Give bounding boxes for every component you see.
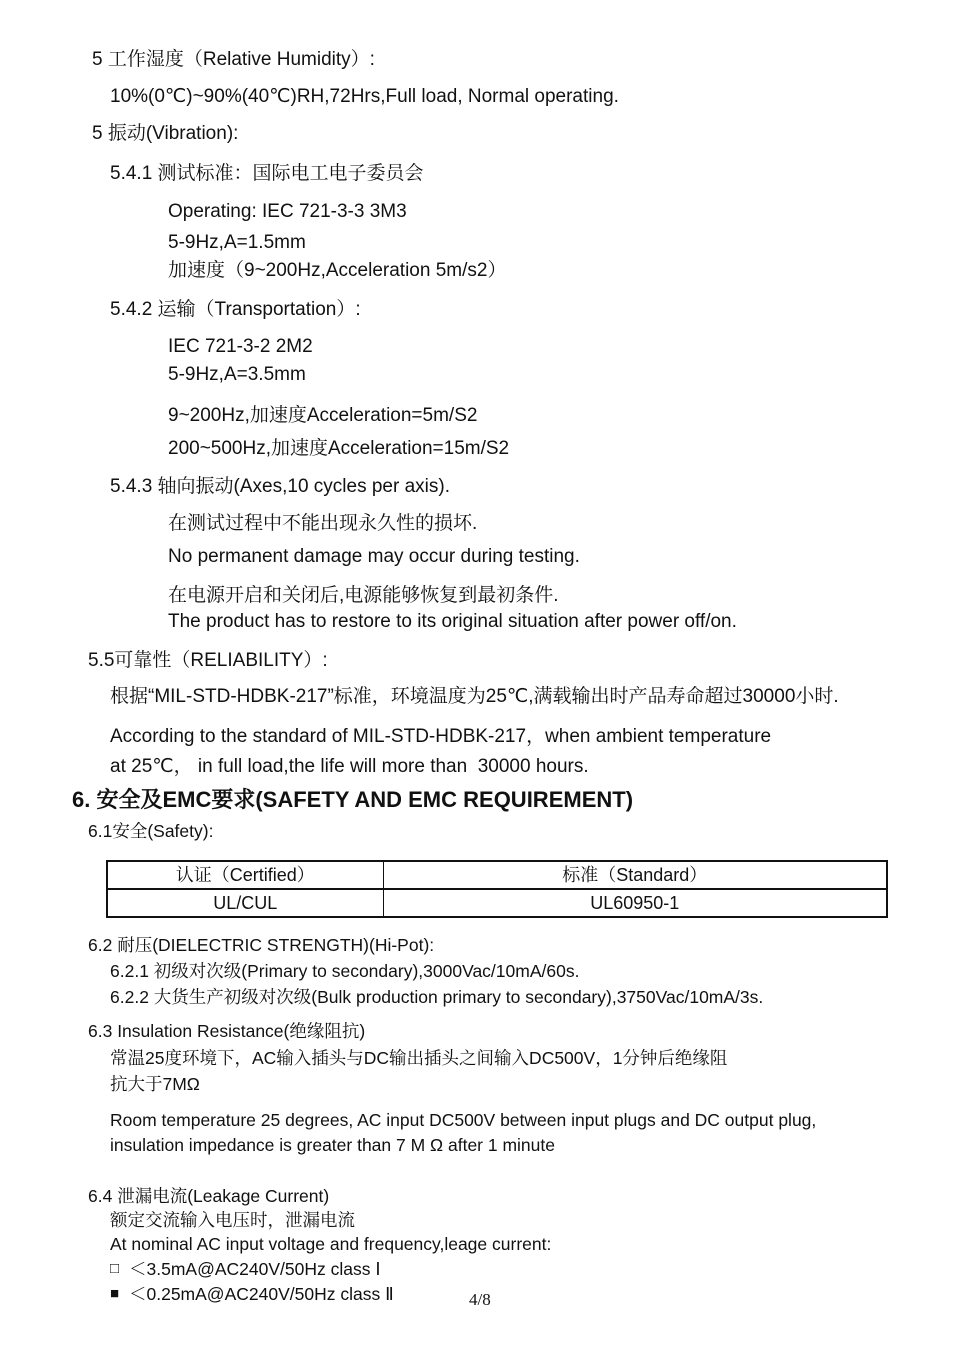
certification-table [106, 860, 888, 918]
test-standard-line: Operating: IEC 721-3-3 3M3 [168, 201, 407, 222]
insulation-line: Room temperature 25 degrees, AC input DC500V between input plugs and DC output plug, [110, 1110, 817, 1130]
table-cell: UL/CUL [107, 889, 383, 917]
transportation-line: 9~200Hz,加速度Acceleration=5m/S2 [168, 405, 478, 426]
reliability-heading: 5.5可靠性（RELIABILITY）: [88, 650, 328, 671]
table-cell: UL60950-1 [383, 889, 887, 917]
safety-heading: 6.1安全(Safety): [88, 821, 214, 841]
leakage-line: 额定交流输入电压时，泄漏电流 [110, 1210, 355, 1230]
section-title: 6. 安全及EMC要求(SAFETY AND EMC REQUIREMENT) [72, 787, 634, 812]
transportation-line: IEC 721-3-2 2M2 [168, 336, 313, 357]
leakage-line: At nominal AC input voltage and frequency,leage current: [110, 1234, 552, 1254]
dielectric-heading: 6.2 耐压(DIELECTRIC STRENGTH)(Hi-Pot): [88, 935, 435, 955]
reliability-line: at 25℃， in full load,the life will more than 30000 hours. [110, 756, 589, 777]
insulation-line: 抗大于7MΩ [110, 1074, 200, 1094]
leakage-heading: 6.4 泄漏电流(Leakage Current) [88, 1186, 330, 1206]
axes-line: 在测试过程中不能出现永久性的损坏. [168, 513, 478, 534]
table-header-cell: 标准（Standard） [383, 861, 887, 889]
humidity-detail: 10%(0℃)~90%(40℃)RH,72Hrs,Full load, Normal operating. [110, 86, 619, 107]
axes-heading: 5.4.3 轴向振动(Axes,10 cycles per axis). [110, 476, 450, 497]
test-standard-line: 加速度（9~200Hz,Acceleration 5m/s2） [168, 260, 507, 281]
test-standard-line: 5-9Hz,A=1.5mm [168, 232, 306, 253]
insulation-heading: 6.3 Insulation Resistance(绝缘阻抗) [88, 1021, 366, 1041]
reliability-line: According to the standard of MIL-STD-HDBK-217，when ambient temperature [110, 726, 772, 747]
vibration-heading: 5 振动(Vibration): [92, 123, 239, 144]
leakage-option-class-2: ＜0.25mA@AC240V/50Hz class Ⅱ [129, 1284, 394, 1304]
reliability-line: 根据“MIL-STD-HDBK-217”标准，环境温度为25℃,满载输出时产品寿命超过30000小时. [110, 686, 839, 707]
axes-line: 在电源开启和关闭后,电源能够恢复到最初条件. [168, 585, 559, 606]
checked-box-icon: ■ [110, 1285, 120, 1302]
table-header-row [107, 861, 887, 889]
page-number: 4/8 [469, 1290, 491, 1309]
transportation-line: 5-9Hz,A=3.5mm [168, 364, 306, 385]
transportation-heading: 5.4.2 运输（Transportation）: [110, 299, 361, 320]
humidity-heading: 5 工作湿度（Relative Humidity）: [92, 49, 375, 70]
axes-line: No permanent damage may occur during testing. [168, 546, 580, 567]
leakage-option-class-1: ＜3.5mA@AC240V/50Hz class Ⅰ [129, 1259, 381, 1279]
axes-line: The product has to restore to its original situation after power off/on. [168, 611, 737, 632]
table-header-cell: 认证（Certified） [107, 861, 383, 889]
table-row [107, 889, 887, 917]
transportation-line: 200~500Hz,加速度Acceleration=15m/S2 [168, 438, 510, 459]
insulation-line: insulation impedance is greater than 7 M Ω after 1 minute [110, 1135, 555, 1155]
unchecked-box-icon: □ [110, 1260, 120, 1277]
insulation-line: 常温25度环境下，AC输入插头与DC输出插头之间输入DC500V，1分钟后绝缘阻 [110, 1048, 728, 1068]
dielectric-line: 6.2.2 大货生产初级对次级(Bulk production primary to secondary),3750Vac/10mA/3s. [110, 987, 764, 1007]
test-standard-heading: 5.4.1 测试标准：国际电工电子委员会 [110, 163, 424, 184]
dielectric-line: 6.2.1 初级对次级(Primary to secondary),3000Vac/10mA/60s. [110, 961, 580, 981]
